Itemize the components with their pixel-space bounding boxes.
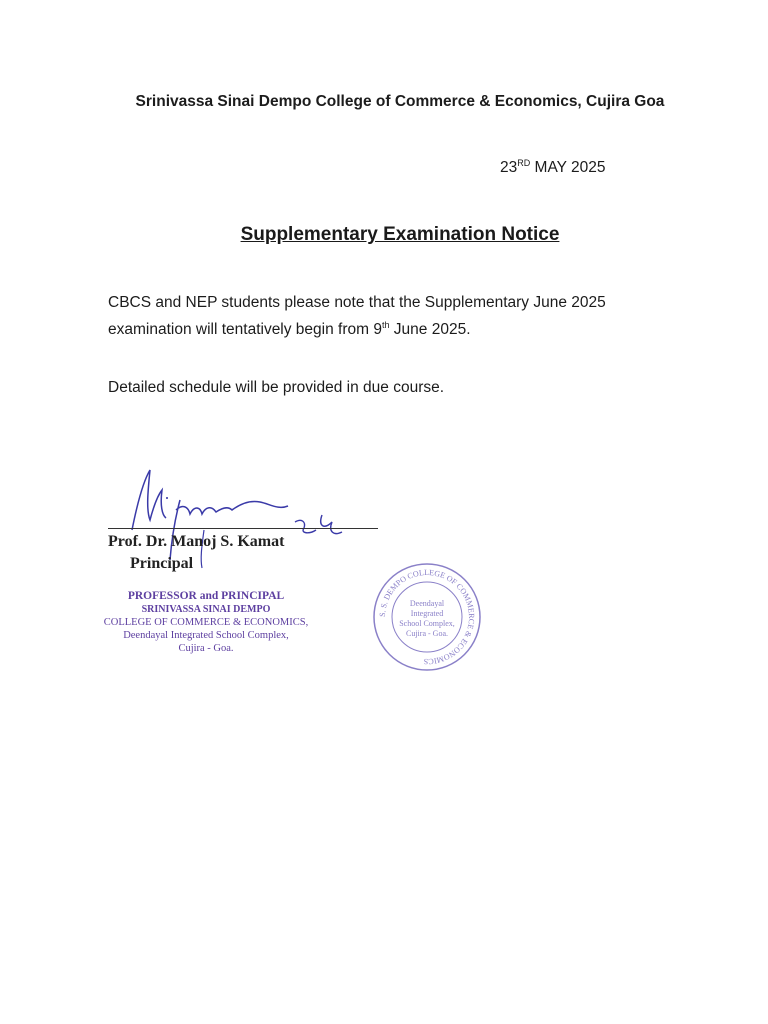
- office-stamp-line-5: Cujira - Goa.: [178, 643, 234, 654]
- date-day: 23: [500, 159, 518, 176]
- college-name: Srinivassa Sinai Dempo College of Commerce & Economics, Cujira Goa: [135, 93, 665, 110]
- seal-ring-text: S. S. DEMPO COLLEGE OF COMMERCE & ECONOMICS: [377, 567, 477, 667]
- paragraph-1-text: CBCS and NEP students please note that the Supplementary June 2025 examination will tentatively begin from 9: [108, 294, 606, 338]
- signatory-role: Principal: [130, 555, 194, 572]
- office-stamp-line-4: Deendayal Integrated School Complex,: [123, 630, 289, 641]
- notice-paragraph-1: [108, 292, 668, 341]
- seal-center-line-1: Deendayal: [409, 599, 445, 608]
- seal-center-line-4: Cujira - Goa.: [406, 629, 448, 638]
- notice-title: Supplementary Examination Notice: [240, 224, 560, 245]
- date-suffix: RD: [517, 158, 531, 168]
- office-stamp-line-1: PROFESSOR and PRINCIPAL: [127, 590, 285, 602]
- seal-center-line-2: Integrated: [410, 609, 444, 618]
- office-stamp-line-3: COLLEGE OF COMMERCE & ECONOMICS,: [103, 617, 309, 628]
- paragraph-1-superscript: th: [381, 320, 390, 330]
- paragraph-1-text-end: June 2025.: [389, 321, 471, 338]
- notice-date: [500, 158, 606, 177]
- seal-center-line-3: School Complex,: [399, 619, 455, 628]
- handwritten-signature: [110, 460, 360, 570]
- office-stamp-line-2: SRINIVASSA SINAI DEMPO: [141, 604, 271, 615]
- office-stamp: [96, 590, 316, 655]
- notice-paragraph-2: Detailed schedule will be provided in due course.: [108, 379, 445, 396]
- date-month-year: MAY 2025: [530, 159, 606, 176]
- signature-line: [108, 528, 378, 529]
- signatory-name: Prof. Dr. Manoj S. Kamat: [108, 533, 285, 550]
- college-round-seal: [370, 560, 484, 674]
